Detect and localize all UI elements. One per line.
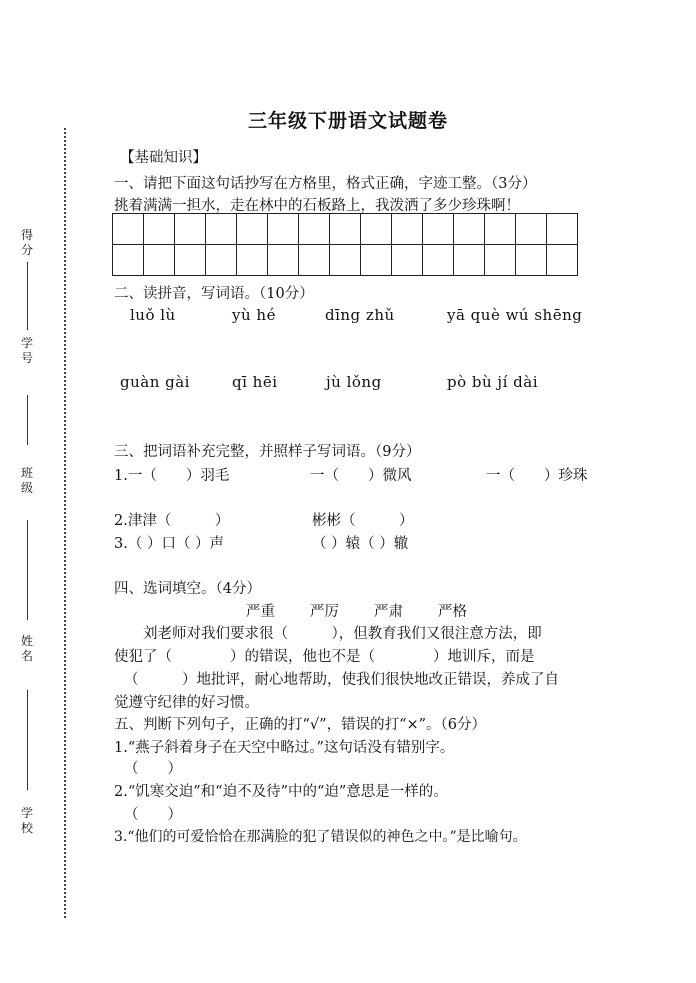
student-no-line — [27, 395, 28, 445]
binding-dotted-line — [64, 128, 66, 918]
grid-row — [113, 245, 578, 276]
pinyin-5: guàn gài — [120, 373, 190, 391]
grid-cell[interactable] — [237, 214, 268, 245]
q5-answer-1: （ ） — [124, 761, 182, 777]
class-line — [27, 520, 28, 620]
q3-item-1a: 1.一（ ）羽毛 — [114, 468, 230, 484]
grid-cell[interactable] — [485, 214, 516, 245]
pinyin-2: yù hé — [232, 306, 276, 324]
q3-item-2b: 彬彬（ ） — [312, 513, 414, 529]
q4-paragraph-line-4: 觉遵守纪律的好习惯。 — [114, 695, 259, 711]
school-label: 学校 — [20, 806, 33, 835]
word-2: 严厉 — [310, 604, 339, 620]
q5-statement-3: 3.“他们的可爱恰恰在那满脸的犯了错误似的神色之中。”是比喻句。 — [114, 829, 527, 845]
q1-heading: 一、请把下面这句话抄写在方格里，格式正确，字迹工整。（3分） — [114, 176, 537, 192]
name-label: 姓名 — [20, 634, 33, 663]
q3-item-3a: 3.（ ）口（ ）声 — [114, 536, 225, 552]
grid-cell[interactable] — [175, 214, 206, 245]
section-basic-knowledge: 【基础知识】 — [120, 150, 207, 166]
copy-grid[interactable] — [112, 213, 578, 276]
grid-cell[interactable] — [299, 214, 330, 245]
pinyin-6: qī hēi — [232, 373, 278, 391]
student-no-label: 学号 — [20, 336, 33, 365]
name-line — [27, 690, 28, 790]
grid-row — [113, 214, 578, 245]
grid-cell[interactable] — [175, 245, 206, 276]
grid-cell[interactable] — [299, 245, 330, 276]
score-label: 得分 — [20, 228, 33, 257]
pinyin-4: yā què wú shēng — [447, 306, 583, 324]
class-label: 班级 — [20, 466, 33, 495]
grid-cell[interactable] — [113, 214, 144, 245]
grid-cell[interactable] — [392, 245, 423, 276]
grid-cell[interactable] — [330, 214, 361, 245]
grid-cell[interactable] — [361, 214, 392, 245]
grid-cell[interactable] — [454, 245, 485, 276]
score-line — [27, 262, 28, 330]
word-3: 严肃 — [374, 604, 403, 620]
q3-item-1b: 一（ ）微风 — [310, 468, 412, 484]
grid-cell[interactable] — [392, 214, 423, 245]
q4-paragraph-line-3: （ ）地批评，耐心地帮助，使我们很快地改正错误，养成了自 — [124, 672, 559, 688]
q4-paragraph-line-2: 使犯了（ ）的错误，他也不是（ ）地训斥，而是 — [114, 649, 535, 665]
page-title: 三年级下册语文试题卷 — [247, 110, 448, 132]
word-4: 严格 — [438, 604, 467, 620]
q4-heading: 四、选词填空。（4分） — [114, 581, 261, 597]
grid-cell[interactable] — [423, 245, 454, 276]
grid-cell[interactable] — [113, 245, 144, 276]
pinyin-8: pò bù jí dài — [447, 373, 538, 391]
q5-answer-2: （ ） — [124, 807, 182, 823]
q5-statement-2: 2.“饥寒交迫”和“迫不及待”中的“迫”意思是一样的。 — [114, 784, 448, 800]
grid-cell[interactable] — [423, 214, 454, 245]
q3-item-1c: 一（ ）珍珠 — [486, 468, 588, 484]
pinyin-1: luǒ lù — [130, 306, 176, 324]
q3-item-3b: （ ）辕（ ）辙 — [312, 536, 409, 552]
q3-heading: 三、把词语补充完整，并照样子写词语。（9分） — [114, 444, 421, 460]
q3-item-2a: 2.津津（ ） — [114, 513, 230, 529]
q2-heading: 二、读拼音，写词语。（10分） — [114, 286, 314, 302]
grid-cell[interactable] — [144, 245, 175, 276]
q1-sentence: 挑着满满一担水，走在林中的石板路上，我泼洒了多少珍珠啊！ — [114, 198, 520, 214]
grid-cell[interactable] — [547, 214, 578, 245]
pinyin-3: dīng zhǔ — [325, 306, 395, 324]
grid-cell[interactable] — [206, 214, 237, 245]
grid-cell[interactable] — [144, 214, 175, 245]
pinyin-7: jù lǒng — [326, 373, 382, 391]
grid-cell[interactable] — [547, 245, 578, 276]
grid-cell[interactable] — [268, 245, 299, 276]
grid-cell[interactable] — [206, 245, 237, 276]
grid-cell[interactable] — [237, 245, 268, 276]
grid-cell[interactable] — [516, 214, 547, 245]
q5-heading: 五、判断下列句子，正确的打“√”，错误的打“×”。（6分） — [114, 717, 487, 733]
grid-cell[interactable] — [330, 245, 361, 276]
grid-cell[interactable] — [361, 245, 392, 276]
grid-cell[interactable] — [516, 245, 547, 276]
q4-paragraph-line-1: 刘老师对我们要求很（ ），但教育我们又很注意方法，即 — [114, 626, 542, 642]
q5-statement-1: 1.“燕子斜着身子在天空中略过。”这句话没有错别字。 — [114, 740, 455, 756]
grid-cell[interactable] — [485, 245, 516, 276]
q4-word-bank — [246, 600, 502, 621]
word-1: 严重 — [246, 604, 275, 620]
grid-cell[interactable] — [454, 214, 485, 245]
grid-cell[interactable] — [268, 214, 299, 245]
